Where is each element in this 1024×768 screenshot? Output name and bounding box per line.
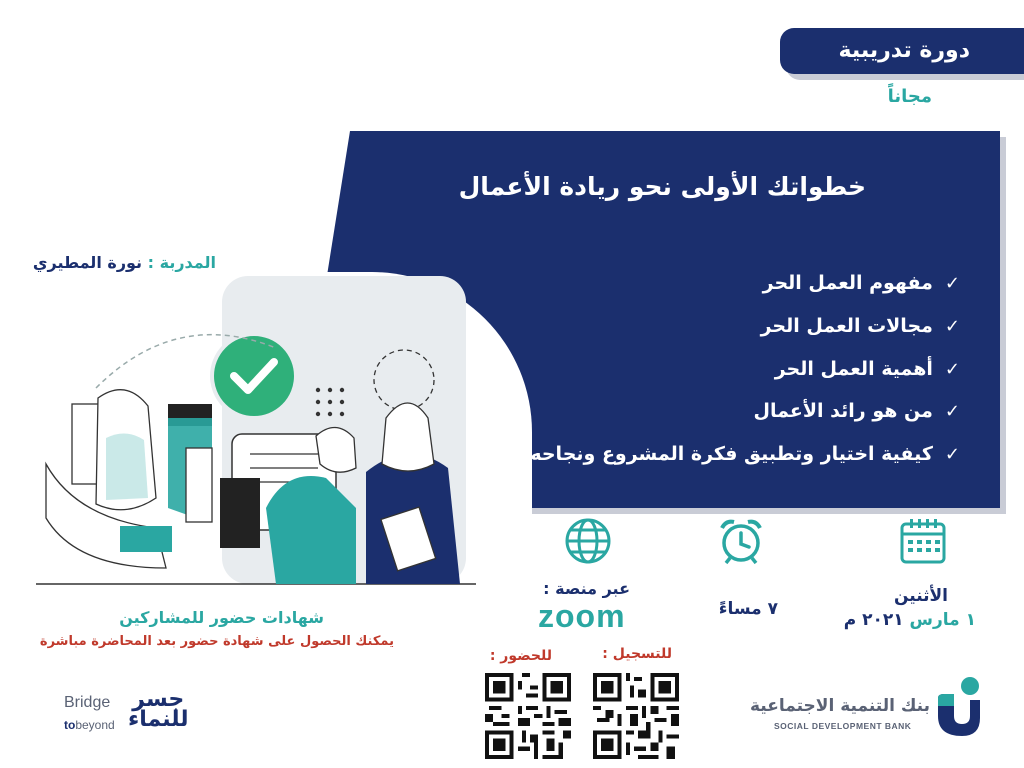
bridge-arabic-line1: جسر	[132, 687, 185, 712]
register-qr-code[interactable]	[593, 673, 679, 759]
topic-item	[761, 315, 960, 337]
page-title: دورة تدريبية	[838, 38, 970, 63]
bridge-logo-arabic	[128, 687, 189, 732]
event-time: ٧ مساءً	[718, 599, 778, 619]
social-development-bank-logo-icon	[934, 676, 982, 738]
event-day: الأثنين	[893, 586, 948, 606]
checkmark-icon: ✓	[944, 359, 960, 380]
certificate-title: شهادات حضور للمشاركين	[119, 608, 324, 627]
bridge-logo-tagline	[64, 718, 115, 732]
platform-label: عبر منصة :	[543, 579, 630, 598]
bridge-tagline-to: to	[64, 718, 76, 732]
topic-label: مجالات العمل الحر	[760, 315, 933, 337]
trainer-name: نورة المطيري	[32, 253, 143, 272]
bridge-logo-text: Bridge	[64, 694, 111, 711]
topic-label: مفهوم العمل الحر	[762, 272, 933, 294]
event-date-day: ١ مارس	[909, 610, 976, 630]
attend-label: للحضور :	[489, 648, 552, 664]
attend-qr-code[interactable]	[485, 673, 571, 759]
event-date-year: ٢٠٢١ م	[843, 610, 904, 630]
business-illustration	[36, 268, 486, 588]
event-date	[844, 610, 976, 630]
topic-label: من هو رائد الأعمال	[753, 400, 933, 422]
register-label: للتسجيل :	[602, 646, 672, 662]
topic-item	[754, 400, 960, 422]
checkmark-icon: ✓	[944, 444, 960, 465]
free-label: مجاناً	[887, 86, 932, 107]
checkmark-icon: ✓	[944, 316, 960, 337]
topic-label: كيفية اختيار وتطبيق فكرة المشروع ونجاحه	[530, 443, 933, 465]
calendar-icon	[898, 516, 948, 566]
bridge-tagline-beyond: beyond	[75, 718, 115, 732]
bank-name-english: SOCIAL DEVELOPMENT BANK	[774, 721, 912, 731]
topic-item	[763, 272, 960, 294]
bank-name-arabic: بنك التنمية الاجتماعية	[749, 696, 930, 716]
certificate-description: يمكنك الحصول على شهادة حضور بعد المحاضرة مباشرة	[39, 634, 394, 649]
topic-item	[530, 443, 960, 465]
trainer-label: المدربة :	[147, 253, 216, 272]
zoom-logo: zoom	[538, 598, 626, 634]
course-title: خطواتك الأولى نحو ريادة الأعمال	[458, 172, 866, 201]
checkmark-icon: ✓	[944, 273, 960, 294]
checkmark-icon: ✓	[944, 401, 960, 422]
bridge-arabic-line2: للنماء	[128, 707, 189, 732]
topic-label: أهمية العمل الحر	[774, 358, 933, 380]
alarm-clock-icon	[716, 516, 766, 566]
topic-item	[775, 358, 960, 380]
globe-icon	[563, 516, 613, 566]
